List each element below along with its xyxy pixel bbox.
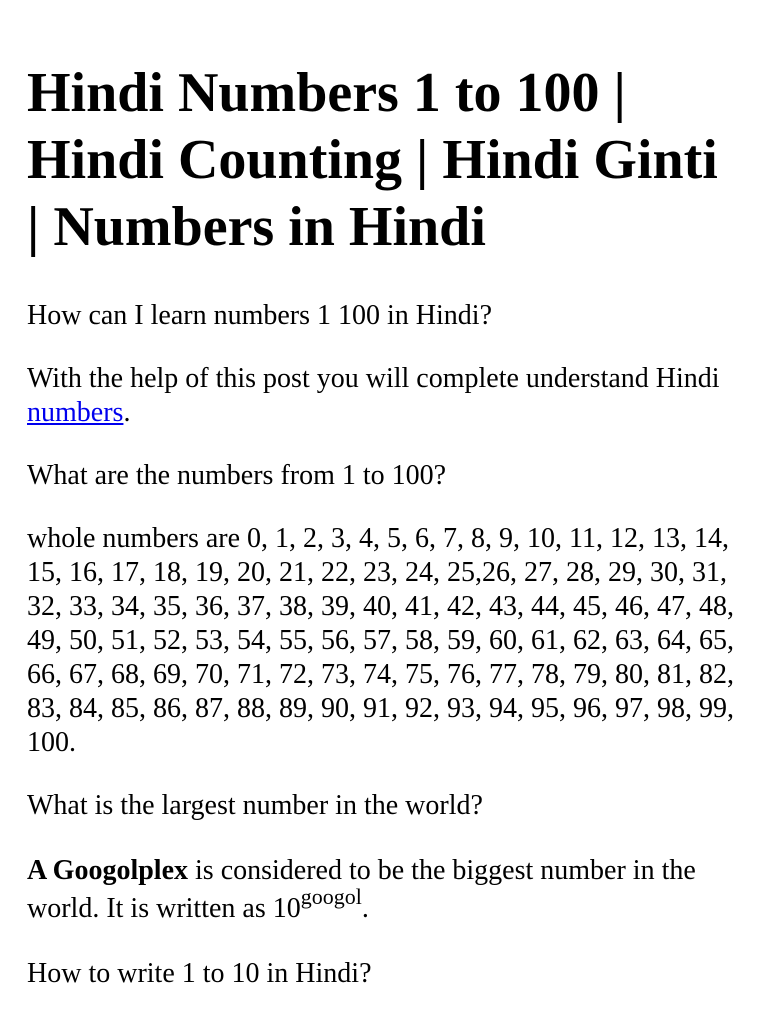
question-learn-numbers: How can I learn numbers 1 100 in Hindi? xyxy=(27,300,492,331)
googolplex-term: A Googolplex xyxy=(27,855,189,886)
numbers-link[interactable]: numbers xyxy=(27,397,124,428)
question-numbers-1-to-100: What are the numbers from 1 to 100? xyxy=(27,460,447,491)
intro-paragraph xyxy=(27,362,741,430)
question-largest-number: What is the largest number in the world? xyxy=(27,790,483,821)
googol-exponent: googol xyxy=(300,883,362,909)
googolplex-period: . xyxy=(361,893,369,924)
googolplex-text: is considered to be the biggest number in the world. It is written as 10 xyxy=(27,855,696,924)
whole-numbers-list: whole numbers are 0, 1, 2, 3, 4, 5, 6, 7, 8, 9, 10, 11, 12, 13, 14, 15, 16, 17, 18, 19, 20, 21, 22, 23, 24, 25,26, 27, 28, 29, 30, 31, 32, 33, 34, 35, 36, 37, 38, 39, 40, 41, 42, 43, 44, 45, 46, 47, 48, 49, 50, 51, 52, 53, 54, 55, 56, 57, 58, 59, 60, 61, 62, 63, 64, 65, 66, 67, 68, 69, 70, 71, 72, 73, 74, 75, 76, 77, 78, 79, 80, 81, 82, 83, 84, 85, 86, 87, 88, 89, 90, 91, 92, 93, 94, 95, 96, 97, 98, 99, 100. xyxy=(27,523,734,758)
intro-text: With the help of this post you will complete understand Hindi xyxy=(27,363,720,394)
question-write-1-to-10: How to write 1 to 10 in Hindi? xyxy=(27,958,372,989)
page-title: Hindi Numbers 1 to 100 | Hindi Counting | Hindi Ginti | Numbers in Hindi xyxy=(27,62,718,258)
intro-period: . xyxy=(123,397,131,428)
googolplex-paragraph xyxy=(27,852,741,928)
